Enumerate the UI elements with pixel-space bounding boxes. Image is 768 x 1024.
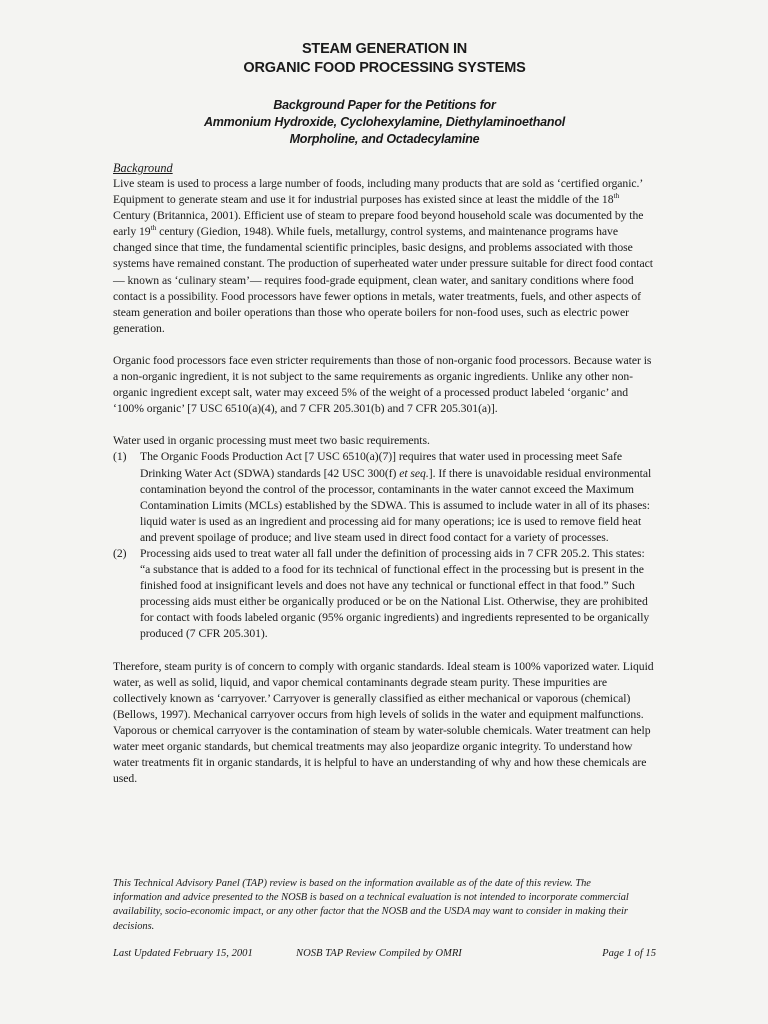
list-item-text: Processing aids used to treat water all fall under the definition of processing aids in 7 CFR 205.2. This states: “a substance that is added to a food for its technical of functional effect in the processing but is present in the finished food at insignificant levels and does not have any technical or functional effect in that food.” Such processing aids must either be organically produced or be on the National List. Otherwise, they are prohibited for contact with foods labeled organic (95% organic ingredients) and ingredients represented to be organically produced (7 CFR 205.301). xyxy=(140,546,650,641)
list-item xyxy=(113,449,656,546)
list-item-number: (1) xyxy=(113,450,127,464)
footer-page-number: Page 1 of 15 xyxy=(602,948,656,959)
paragraph-2: Organic food processors face even stricter requirements than those of non-organic food processors. Because water is a non-organic ingredient, it is not subject to the same requirements as organic ingredients. Unlike any other non-organic ingredient except salt, water may exceed 5% of the weight of a processed product labeled ‘organic’ and ‘100% organic’ [7 USC 6510(a)(4), and 7 CFR 205.301(b) and 7 CFR 205.301(a)]. xyxy=(113,353,652,416)
title-line-1: STEAM GENERATION IN xyxy=(301,41,468,57)
document-subtitle xyxy=(113,97,656,148)
document-title xyxy=(113,40,656,78)
paragraph-4: Therefore, steam purity is of concern to comply with organic standards. Ideal steam is 100% vaporized water. Liquid water, as well as solid, liquid, and vapor chemical contaminants degrade steam purity. These impurities are collectively known as ‘carryover.’ Carryover is generally classified as either mechanical or vaporous (chemical) (Bellows, 1997). Mechanical carryover occurs from high levels of solids in the water and equipment malfunctions. Vaporous or chemical carryover is the contamination of steam by water-soluble chemicals. Water treatment can help water meet organic standards, but chemical treatments may also jeopardize organic integrity. To understand how water treatments fit in organic standards, it is helpful to have an understanding of why and how these chemicals are used. xyxy=(113,659,654,786)
disclaimer-text: This Technical Advisory Panel (TAP) review is based on the information available as of the date of this review. The information and advice presented to the NOSB is based on a technical evaluation is not intended to incorporate commercial availability, socio-economic impact, or any other factor that the NOSB and the USDA may want to consider in making their decisions. xyxy=(113,878,629,932)
requirements-list xyxy=(113,449,656,642)
list-item-number: (2) xyxy=(113,546,127,560)
title-line-2: ORGANIC FOOD PROCESSING SYSTEMS xyxy=(243,60,526,76)
footer-last-updated: Last Updated February 15, 2001 xyxy=(113,948,253,959)
subtitle-line-1: Background Paper for the Petitions for xyxy=(273,98,496,112)
paragraph-1: Live steam is used to process a large number of foods, including many products that are sold as ‘certified organic.’ Equipment to generate steam and use it for industrial purposes has existed since at least the middle of the 18th Century (Britannica, 2001). Efficient use of steam to prepare food beyond household scale was documented by the early 19th century (Giedion, 1948). While fuels, metallurgy, control systems, and maintenance programs have changed since that time, the fundamental scientific principles, basic designs, and problems associated with those systems have remained constant. The production of superheated water under pressure suitable for direct food contact— known as ‘culinary steam’— requires food-grade equipment, clean water, and sanitary conditions where food contact is a possibility. Food processors have fewer options in metals, water treatments, fuels, and other aspects of steam generation and boiler operations than those who operate boilers for non-food uses, such as electric power generation. xyxy=(113,177,653,335)
background-section xyxy=(113,176,656,787)
subtitle-line-2: Ammonium Hydroxide, Cyclohexylamine, Diethylaminoethanol xyxy=(203,115,566,129)
list-item-text: The Organic Foods Production Act [7 USC 6510(a)(7)] requires that water used in processing meet Safe Drinking Water Act (SDWA) standards [42 USC 300(f) et seq.]. If there is unavoidable residual environmental contamination beyond the control of the processor, contaminants in the water cannot exceed the Maximum Contamination Limits (MCLs) established by the SDWA. This is assumed to include water in all of its phases: liquid water is used as an ingredient and processing aid for many operations; ice is used to remove field heat and prevent spoilage of produce; and live steam used in direct food contact for a variety of processes. xyxy=(140,450,652,544)
subtitle-line-3: Morpholine, and Octadecylamine xyxy=(289,132,480,146)
section-heading-background: Background xyxy=(113,161,173,175)
footer-compiled-by: NOSB TAP Review Compiled by OMRI xyxy=(296,948,462,959)
paragraph-3-intro: Water used in organic processing must meet two basic requirements. xyxy=(113,434,430,448)
list-item xyxy=(113,546,656,643)
